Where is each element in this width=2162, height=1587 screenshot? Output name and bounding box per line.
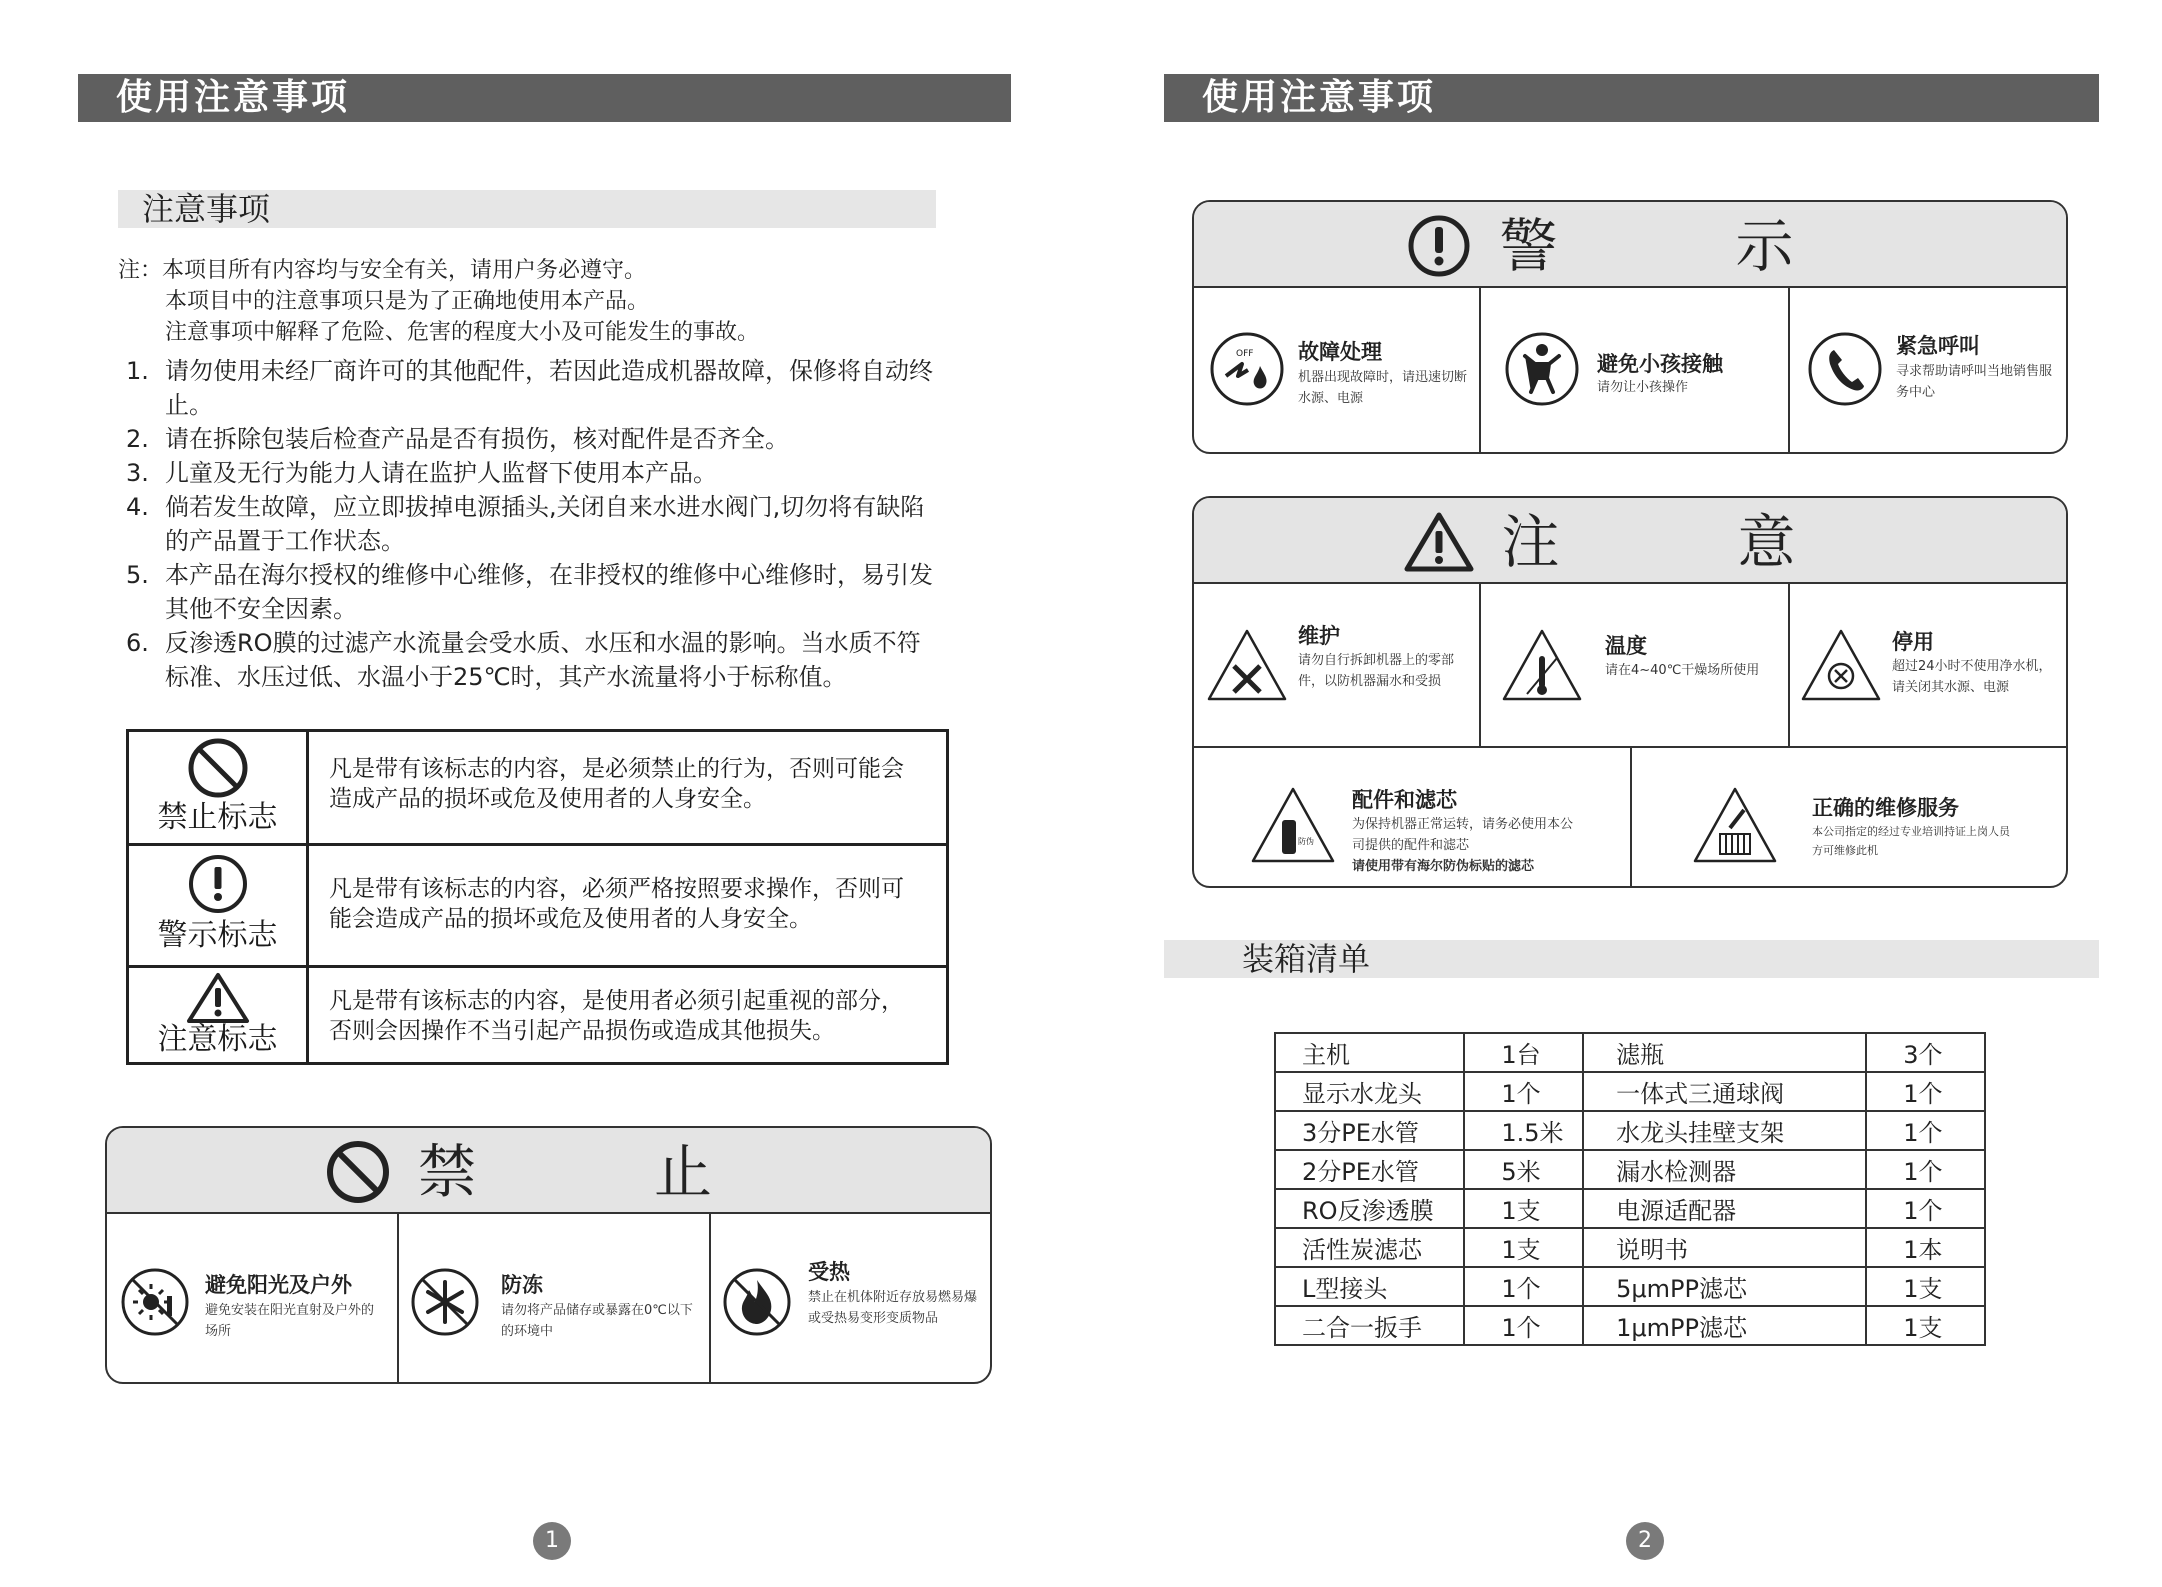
cell-description: 寻求帮助请呼叫当地销售服务中心: [1896, 364, 2053, 400]
prohibit-icon: [186, 736, 250, 800]
cell-title: 维护: [1298, 624, 1340, 648]
page-header: 使用注意事项: [1164, 74, 2099, 122]
sign-legend-table: [126, 729, 949, 1065]
filter-caution-icon: [1250, 786, 1336, 864]
page-number: 1: [533, 1522, 571, 1560]
repair-caution-icon: [1692, 786, 1778, 864]
table-row: 2分PE水管 5米 漏水检测器 1个: [1275, 1150, 1985, 1189]
packing-section-title: 装箱清单: [1164, 940, 2099, 978]
notes-block: [118, 255, 938, 694]
cell-title: 温度: [1605, 634, 1647, 658]
table-row: 活性炭滤芯 1支 说明书 1本: [1275, 1228, 1985, 1267]
section-title: 注意事项: [118, 190, 936, 228]
cell-description: 为保持机器正常运转，请务必使用本公司提供的配件和滤芯: [1352, 817, 1574, 853]
cell-description: 请勿让小孩操作: [1597, 380, 1689, 395]
caution-triangle-icon: [1404, 511, 1474, 573]
prohibit-cell-heat: [711, 1214, 992, 1384]
table-row: L型接头 1个 5μmPP滤芯 1支: [1275, 1267, 1985, 1306]
cell-description: 避免安装在阳光直射及户外的场所: [205, 1303, 375, 1339]
cell-description-bold: 请使用带有海尔防伪标贴的滤芯: [1352, 859, 1535, 874]
stop-caution-icon: [1800, 628, 1882, 702]
caution-triangle-icon: [186, 972, 250, 1024]
notes-intro: [118, 255, 938, 348]
table-row: 二合一扳手 1个 1μmPP滤芯 1支: [1275, 1306, 1985, 1345]
cell-title: 防冻: [501, 1273, 543, 1297]
box-title: 注 意: [1501, 507, 1856, 576]
cell-description: 机器出现故障时，请迅速切断水源、电源: [1298, 370, 1468, 406]
packing-table: [1274, 1032, 1986, 1346]
caution-box: [1192, 496, 2068, 888]
prohibit-icon: [325, 1139, 391, 1205]
power-off-icon: [1208, 330, 1286, 408]
caution-cell-maintain: [1194, 584, 1481, 746]
cell-description: 本公司指定的经过专业培训持证上岗人员方可维修此机: [1812, 825, 2010, 857]
sign-row-caution: [129, 968, 946, 1062]
table-row: 3分PE水管 1.5米 水龙头挂壁支架 1个: [1275, 1111, 1985, 1150]
sign-row-prohibit: [129, 732, 946, 846]
snowflake-prohibit-icon: [409, 1266, 481, 1338]
cell-title: 正确的维修服务: [1812, 796, 1959, 820]
exclamation-circle-icon: [1406, 213, 1472, 279]
list-item: 6. 反渗透RO膜的过滤产水流量会受水质、水压和水温的影响。当水质不符标准、水压过低、水温小于25℃时，其产水流量将小于标称值。: [126, 629, 921, 691]
prohibit-cell-freeze: [399, 1214, 711, 1384]
sign-label: 注意标志: [157, 1022, 278, 1057]
caution-cell-repair: [1632, 746, 2068, 888]
cell-description: 请勿将产品储存或暴露在0℃以下的环境中: [501, 1303, 693, 1339]
right-page: [1081, 0, 2162, 1587]
notes-list: [118, 354, 938, 694]
table-row: RO反渗透膜 1支 电源适配器 1个: [1275, 1189, 1985, 1228]
prohibit-box-header: [107, 1128, 990, 1214]
cell-description: 请在4~40℃干燥场所使用: [1605, 663, 1760, 678]
list-item: 1. 请勿使用未经厂商许可的其他配件，若因此造成机器故障，保修将自动终止。: [126, 357, 933, 419]
caution-cell-temperature: [1481, 584, 1790, 746]
exclamation-circle-icon: [186, 850, 250, 918]
list-item: 3. 儿童及无行为能力人请在监护人监督下使用本产品。: [126, 459, 717, 487]
svg-text:防伪: 防伪: [1298, 837, 1314, 846]
cell-description: 禁止在机体附近存放易燃易爆或受热易变形变质物品: [808, 1290, 978, 1326]
sign-description: 凡是带有该标志的内容，必须严格按照要求操作，否则可能会造成产品的损坏或危及使用者的人身安全。: [329, 876, 904, 932]
cell-title: 故障处理: [1298, 340, 1382, 364]
cell-title: 停用: [1892, 630, 1934, 654]
sign-description: 凡是带有该标志的内容，是必须禁止的行为，否则可能会造成产品的损坏或危及使用者的人身安全。: [329, 756, 904, 812]
sign-row-warning: [129, 846, 946, 968]
warning-cell-child: [1481, 288, 1790, 454]
list-item: 2. 请在拆除包装后检查产品是否有损伤，核对配件是否齐全。: [126, 425, 789, 453]
warning-cell-fault: [1194, 288, 1481, 454]
warning-box: [1192, 200, 2068, 454]
thermometer-caution-icon: [1501, 628, 1583, 702]
intro-line: 注：本项目所有内容均与安全有关，请用户务必遵守。: [118, 258, 647, 283]
list-item: 5. 本产品在海尔授权的维修中心维修，在非授权的维修中心维修时，易引发其他不安全因素。: [126, 561, 933, 623]
sign-description: 凡是带有该标志的内容，是使用者必须引起重视的部分，否则会因操作不当引起产品损伤或造成其他损失。: [329, 988, 904, 1044]
box-title: 禁 止: [418, 1137, 773, 1206]
tools-caution-icon: [1206, 628, 1288, 702]
child-icon: [1503, 330, 1581, 408]
caution-box-header: [1194, 498, 2066, 584]
table-row: 主机 1台 滤瓶 3个: [1275, 1033, 1985, 1072]
cell-title: 紧急呼叫: [1896, 334, 1980, 358]
sign-label: 警示标志: [157, 918, 278, 953]
cell-title: 避免小孩接触: [1597, 352, 1723, 376]
table-row: 显示水龙头 1个 一体式三通球阀 1个: [1275, 1072, 1985, 1111]
prohibit-box: [105, 1126, 992, 1384]
intro-line: 本项目中的注意事项只是为了正确地使用本产品。: [165, 289, 650, 314]
cell-title: 避免阳光及户外: [205, 1273, 352, 1297]
svg-text:OFF: OFF: [1236, 349, 1254, 359]
caution-cell-stop: [1790, 584, 2068, 746]
page-header: 使用注意事项: [78, 74, 1011, 122]
cell-description: 请勿自行拆卸机器上的零部件，以防机器漏水和受损: [1298, 653, 1455, 689]
fire-prohibit-icon: [721, 1266, 793, 1338]
list-item: 4. 倘若发生故障，应立即拔掉电源插头,关闭自来水进水阀门,切勿将有缺陷的产品置于工作状态。: [126, 493, 925, 555]
phone-icon: [1806, 330, 1884, 408]
cell-title: 受热: [808, 1260, 850, 1284]
caution-cell-parts: [1194, 746, 1632, 888]
intro-line: 注意事项中解释了危险、危害的程度大小及可能发生的事故。: [165, 320, 760, 345]
cell-description: 超过24小时不使用净水机，请关闭其水源、电源: [1892, 659, 2052, 695]
box-title: 警 示: [1499, 211, 1854, 280]
page-number: 2: [1626, 1522, 1664, 1560]
prohibit-cell-sun: [107, 1214, 399, 1384]
sun-prohibit-icon: [119, 1266, 191, 1338]
warning-box-header: [1194, 202, 2066, 288]
warning-cell-emergency: [1790, 288, 2068, 454]
sign-label: 禁止标志: [157, 800, 278, 835]
cell-title: 配件和滤芯: [1352, 788, 1457, 812]
